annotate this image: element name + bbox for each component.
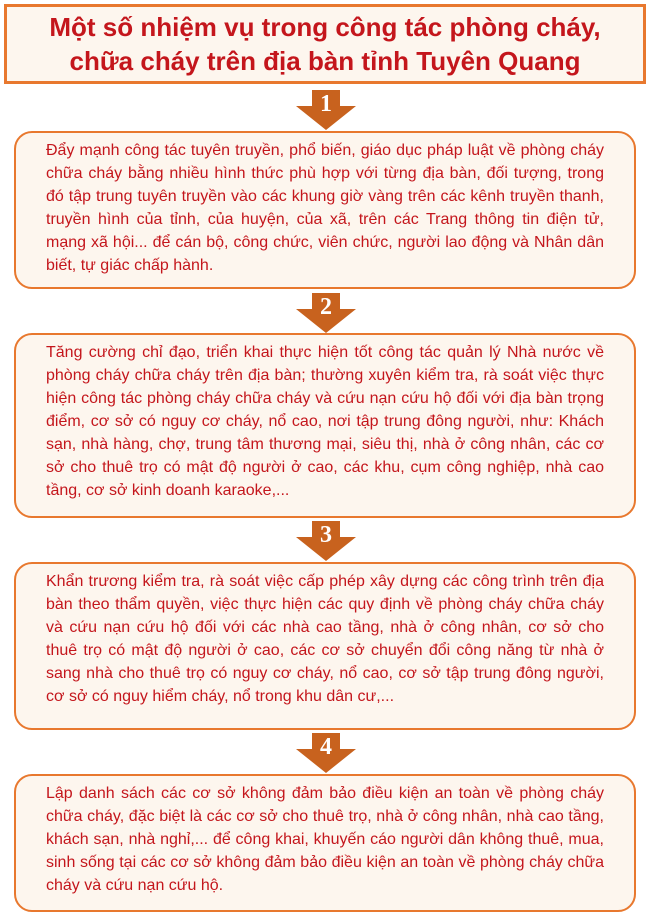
step-number-3: 3 (320, 522, 332, 548)
step-box-1 (14, 131, 636, 289)
step-text-1: Đẩy mạnh công tác tuyên truyền, phổ biến, giáo dục pháp luật về phòng cháy chữa cháy bằng nhiều hình thức phù hợp với từng địa bàn, đối tượng, trong đó tập trung tuyên truyền vào các khung giờ vàng trên các kênh truyền thanh, truyền hình của tỉnh, của huyện, của xã, trên các Trang thông tin điện tử, mạng xã hội... để cán bộ, công chức, viên chức, người lao động và Nhân dân biết, tự giác chấp hành. (46, 142, 604, 274)
step-text-4: Lập danh sách các cơ sở không đảm bảo điều kiện an toàn về phòng cháy chữa cháy, đặc biệt là các cơ sở cho thuê trọ, nhà ở công nhân, nhà cao tầng, khách sạn, nhà nghỉ,... để công khai, khuyến cáo người dân không thuê, mua, sinh sống tại các cơ sở không đảm bảo điều kiện an toàn về phòng cháy chữa cháy và cứu nạn cứu hộ. (46, 785, 604, 894)
step-box-3 (14, 562, 636, 730)
step-arrow-4 (294, 733, 358, 773)
step-text-2: Tăng cường chỉ đạo, triển khai thực hiện tốt công tác quản lý Nhà nước về phòng cháy chữa cháy trên địa bàn; thường xuyên kiểm tra, rà soát việc thực hiện công tác phòng cháy chữa cháy và cứu nạn cứu hộ đối với địa bàn trọng điểm, cơ sở có nguy cơ cháy, nổ cao, nơi tập trung đông người, như: Khách sạn, nhà hàng, chợ, trung tâm thương mại, siêu thị, nhà ở công nhân, các cơ sở cho thuê trọ có mật độ người ở cao, các khu, cụm công nghiệp, nhà cao tầng, cơ sở kinh doanh karaoke,... (46, 344, 604, 499)
page-title (39, 10, 610, 78)
step-arrow-3 (294, 521, 358, 561)
step-box-2 (14, 333, 636, 518)
title-line-2: chữa cháy trên địa bàn tỉnh Tuyên Quang (69, 46, 581, 76)
title-line-1: Một số nhiệm vụ trong công tác phòng cháy, (49, 12, 601, 42)
step-number-2: 2 (320, 294, 332, 320)
step-number-4: 4 (320, 734, 332, 760)
step-box-4 (14, 774, 636, 912)
step-arrow-1 (294, 90, 358, 130)
title-box (4, 4, 646, 84)
step-number-1: 1 (320, 91, 332, 117)
step-arrow-2 (294, 293, 358, 333)
step-text-3: Khẩn trương kiểm tra, rà soát việc cấp phép xây dựng các công trình trên địa bàn theo thẩm quyền, việc thực hiện các quy định về phòng cháy chữa cháy và cứu nạn cứu hộ đối với các nhà cao tầng, nhà ở công nhân, cơ sở cho thuê trọ có mật độ người ở cao, các cơ sở chuyển đổi công năng từ nhà ở sang nhà cho thuê trọ có nguy cơ cháy, nổ cao, cơ sở tập trung đông người, cơ sở có nguy hiểm cháy, nổ trong khu dân cư,... (46, 573, 604, 705)
